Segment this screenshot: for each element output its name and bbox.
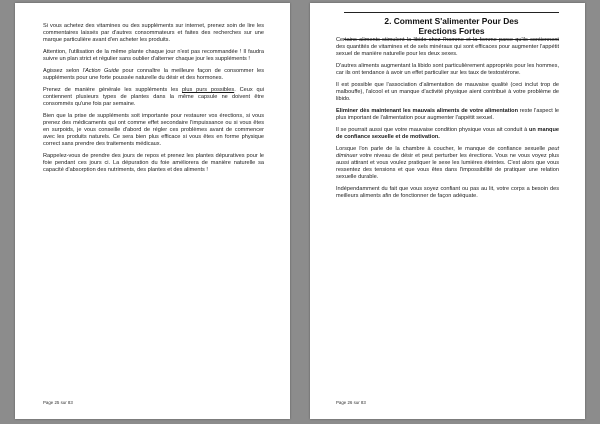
left-p3-text-a: Agissez selon xyxy=(43,68,83,74)
left-page-content xyxy=(43,23,264,179)
right-paragraph-4 xyxy=(336,108,559,122)
left-paragraph-6: Rappelez-vous de prendre des jours de repos et prenez les plantes dépuratives pour le foie pendant ces jours ci. La dépuration du foie améliorera de manière naturelle sa capacité d'absorption des nutriments, des plantes et des aliments ! xyxy=(43,153,264,173)
action-guide-link[interactable]: l'Action Guide xyxy=(82,68,119,74)
left-paragraph-2: Attention, l'utilisation de la même plante chaque jour n'est pas recommandée ! Il faudra suivre un plan strict et régulier sans oublier d'alterner chaque jour les suppléments ! xyxy=(43,49,264,62)
right-paragraph-3: Il est possible que l'association d'alimentation de mauvaise qualité (ceci inclut trop de malbouffe), l'alcool et un manque d'activité physique aient contribué à votre problème de libido. xyxy=(336,82,559,102)
right-paragraph-7: Indépendamment du fait que vous soyez confiant ou pas au lit, votre corps a besoin des meilleurs aliments afin de fonctionner de façon adéquate. xyxy=(336,186,559,199)
left-p3-text-c: pour connaître la meilleure façon de consommer les suppléments pour une forte poussée naturelle du désir et des hormones. xyxy=(43,68,264,81)
heading-rule-top xyxy=(344,12,559,13)
left-page-footer: Page 25 sur 83 xyxy=(43,400,73,405)
left-paragraph-1: Si vous achetez des vitamines ou des suppléments sur internet, prenez soin de lire les commentaires laissés par d'autres consommateurs et faites des recherches sur une marque particulière avant d'en acheter les produits. xyxy=(43,23,264,43)
right-paragraph-2: D'autres aliments augmentant la libido sont particulièrement appropriés pour les hommes, car ils ont tendance à avoir un effet particulier sur les taux de testostérone. xyxy=(336,63,559,76)
left-p4-text-a: Prenez de manière générale les suppléments les xyxy=(43,87,182,93)
right-page-content xyxy=(336,37,559,205)
right-p6-text-c: votre niveau de désir et peut perturber les érections. Vous ne vous voyez plus aussi attirant et vous voulez pratiquer le sexe les lumières éteintes. C'est alors que vous ressentez des tensions et que vous êtes dans l'impossibilité de pratiquer une relation sexuelle durable. xyxy=(336,153,559,180)
left-p4-text-c: . Ceux qui contiennent plusieurs types de plantes dans la même capsule ne doivent être consommés qu'une fois par semaine. xyxy=(43,87,265,107)
right-paragraph-1: Certains aliments stimulent la libido chez l'homme et la femme parce qu'ils contiennent des quantités de vitamines et de sels minéraux qui sont efficaces pour augmenter l'appétit sexuel de manière naturelle pour les deux sexes. xyxy=(336,37,559,57)
right-p5-bold: un manque de confiance sexuelle et de motivation. xyxy=(336,127,559,140)
right-p6-text-a: Lorsque l'on parle de la chambre à coucher, le manque de confiance sexuelle xyxy=(336,146,549,152)
right-p4-text: reste l'aspect le plus important de l'alimentation pour augmenter l'appétit sexuel. xyxy=(336,108,559,121)
heading-line-2: Erections Fortes xyxy=(418,26,485,36)
left-page xyxy=(15,3,290,419)
right-p6-italic: peut diminuer xyxy=(336,146,559,159)
left-paragraph-3 xyxy=(43,68,264,82)
left-paragraph-5: Bien que la prise de suppléments soit importante pour restaurer vos érections, si vous prenez des médicaments qui ont comme effet secondaire l'impuissance ou si vous êtes en surpoids, je vous conseille d'abord de régler ces problèmes avant de commencer avec les produits naturels. Ce sera bien plus efficace si vous êtes en forme physique correct sans prendre des traitements médicaux. xyxy=(43,113,264,147)
right-p4-bold: Eliminer dès maintenant les mauvais aliments de votre alimentation xyxy=(336,108,518,114)
right-paragraph-6 xyxy=(336,146,559,181)
heading-line-1: 2. Comment S'alimenter Pour Des xyxy=(384,16,519,26)
chapter-heading xyxy=(344,12,559,40)
right-page-footer: Page 26 sur 83 xyxy=(336,400,366,405)
plus-purs-link[interactable]: plus purs possibles xyxy=(182,87,235,93)
right-p5-text: Il se pourrait aussi que votre mauvaise condition physique vous ait conduit à xyxy=(336,127,529,133)
left-paragraph-4 xyxy=(43,87,264,108)
right-page xyxy=(310,3,585,419)
right-paragraph-5 xyxy=(336,127,559,141)
